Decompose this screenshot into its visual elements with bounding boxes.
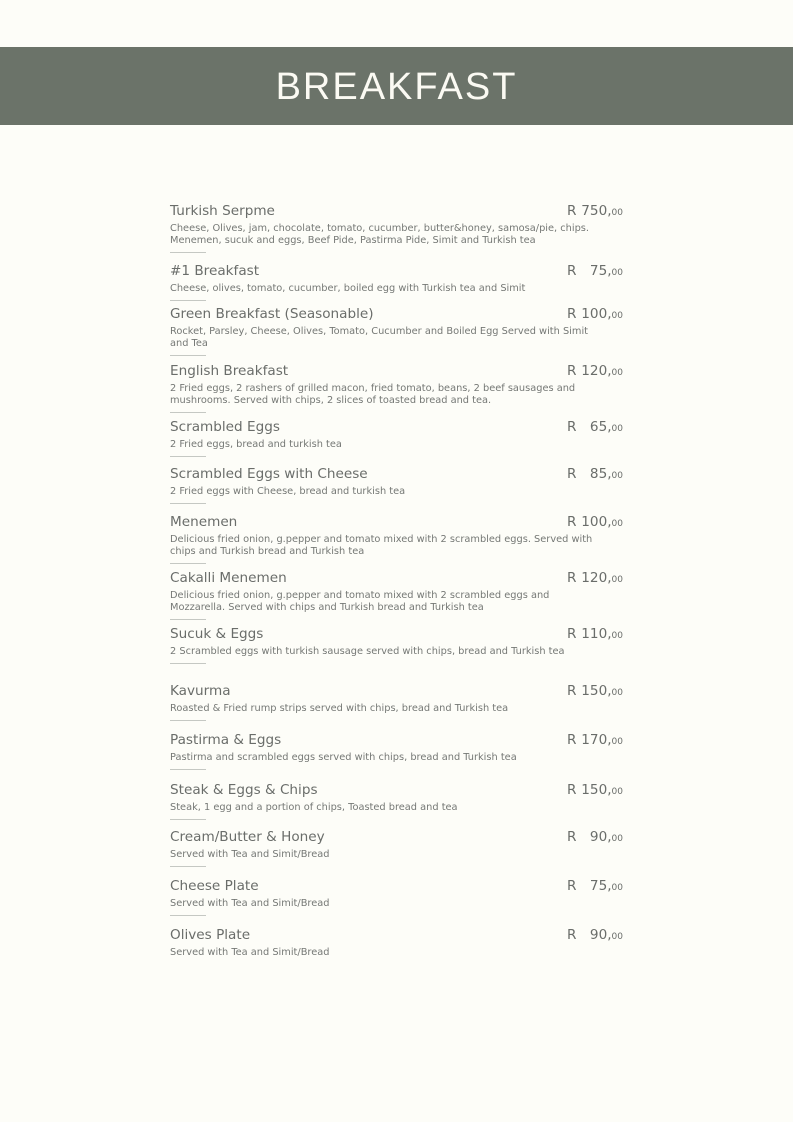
menu-item-description: Delicious fried onion, g.pepper and tomato mixed with 2 scrambled eggs. Served with chips and Turkish bread and Turkish tea (170, 534, 593, 557)
menu-item-price (567, 261, 623, 282)
item-divider (170, 819, 206, 820)
price-cents: 00 (611, 688, 623, 698)
menu-item-price (567, 304, 623, 325)
menu-item-name: Cheese Plate (170, 878, 259, 894)
price-amount: 150, (581, 782, 612, 798)
menu-item-description: Delicious fried onion, g.pepper and tomato mixed with 2 scrambled eggs and Mozzarella. Served with chips and Turkish bread and Turkish tea (170, 590, 550, 613)
menu-item-name: Olives Plate (170, 927, 251, 943)
price-currency: R (567, 419, 577, 435)
menu-item-price (567, 201, 623, 222)
price-currency: R (567, 626, 577, 642)
price-amount: 110, (581, 626, 612, 642)
menu-item-header (170, 876, 623, 897)
menu-item-price (567, 827, 623, 848)
price-currency: R (567, 263, 577, 279)
menu-item-price (567, 780, 623, 801)
menu-item-price (567, 464, 623, 485)
menu-item-header (170, 780, 623, 801)
menu-item-price (567, 681, 623, 702)
menu-item-name: Kavurma (170, 683, 231, 699)
menu-item-description: 2 Scrambled eggs with turkish sausage served with chips, bread and Turkish tea (170, 646, 565, 657)
menu-item-price (567, 876, 623, 897)
menu-item (170, 261, 623, 301)
price-currency: R (567, 466, 577, 482)
price-cents: 00 (611, 268, 623, 278)
header-banner (0, 47, 793, 125)
menu-item-name: Steak & Eggs & Chips (170, 782, 318, 798)
price-cents: 00 (611, 471, 623, 481)
price-amount: 750, (581, 203, 612, 219)
price-cents: 00 (611, 834, 623, 844)
item-divider (170, 503, 206, 504)
menu-item-description: Cheese, olives, tomato, cucumber, boiled egg with Turkish tea and Simit (170, 283, 526, 294)
menu-item-name: Scrambled Eggs with Cheese (170, 466, 368, 482)
menu-item-header (170, 730, 623, 751)
menu-item-name: Scrambled Eggs (170, 419, 280, 435)
menu-item-description: Cheese, Olives, jam, chocolate, tomato, cucumber, butter&honey, samosa/pie, chips. Menemen, sucuk and eggs, Beef Pide, Pastirma Pide, Simit and Turkish tea (170, 223, 590, 246)
price-amount: 90, (589, 829, 612, 845)
menu-item-description: Served with Tea and Simit/Bread (170, 849, 330, 860)
menu-item-header (170, 568, 623, 589)
item-divider (170, 563, 206, 564)
price-cents: 00 (611, 737, 623, 747)
price-amount: 90, (589, 927, 612, 943)
menu-item-name: Cream/Butter & Honey (170, 829, 325, 845)
item-divider (170, 915, 206, 916)
menu-item-price (567, 512, 623, 533)
menu-item (170, 624, 623, 664)
menu-item-price (567, 417, 623, 438)
price-currency: R (567, 203, 577, 219)
menu-item-name: Turkish Serpme (170, 203, 275, 219)
menu-item-description: Roasted & Fried rump strips served with chips, bread and Turkish tea (170, 703, 509, 714)
menu-item-name: Green Breakfast (Seasonable) (170, 306, 374, 322)
item-divider (170, 720, 206, 721)
price-currency: R (567, 514, 577, 530)
menu-item-name: Cakalli Menemen (170, 570, 287, 586)
price-cents: 00 (611, 631, 623, 641)
menu-item-header (170, 304, 623, 325)
price-amount: 120, (581, 570, 612, 586)
price-amount: 85, (589, 466, 612, 482)
menu-item-description: Rocket, Parsley, Cheese, Olives, Tomato, Cucumber and Boiled Egg Served with Simit and Tea (170, 326, 589, 349)
price-cents: 00 (611, 883, 623, 893)
menu-item-header (170, 361, 623, 382)
price-amount: 170, (581, 732, 612, 748)
menu-item (170, 780, 623, 820)
menu-item (170, 464, 623, 504)
menu-item-description: 2 Fried eggs, 2 rashers of grilled macon, fried tomato, beans, 2 beef sausages and mushrooms. Served with chips, 2 slices of toasted bread and tea. (170, 383, 576, 406)
price-currency: R (567, 570, 577, 586)
price-currency: R (567, 363, 577, 379)
price-cents: 00 (611, 424, 623, 434)
price-amount: 120, (581, 363, 612, 379)
menu-item-description: Steak, 1 egg and a portion of chips, Toasted bread and tea (170, 802, 458, 813)
price-cents: 00 (611, 368, 623, 378)
item-divider (170, 769, 206, 770)
item-divider (170, 355, 206, 356)
menu-item-description: 2 Fried eggs, bread and turkish tea (170, 439, 342, 450)
menu-item-header (170, 261, 623, 282)
menu-item-header (170, 827, 623, 848)
menu-item-price (567, 925, 623, 946)
menu-item-header (170, 417, 623, 438)
price-currency: R (567, 878, 577, 894)
price-amount: 75, (589, 263, 612, 279)
menu-item-price (567, 624, 623, 645)
price-amount: 100, (581, 514, 612, 530)
menu-item-header (170, 464, 623, 485)
menu-item-name: Menemen (170, 514, 238, 530)
menu-item-price (567, 361, 623, 382)
menu-item (170, 361, 623, 413)
menu-item (170, 827, 623, 867)
menu-item (170, 201, 623, 253)
item-divider (170, 412, 206, 413)
menu-item-description: Pastirma and scrambled eggs served with chips, bread and Turkish tea (170, 752, 517, 763)
menu-item-header (170, 624, 623, 645)
menu-item-header (170, 201, 623, 222)
menu-item-price (567, 568, 623, 589)
menu-item-header (170, 512, 623, 533)
item-divider (170, 456, 206, 457)
price-cents: 00 (611, 575, 623, 585)
item-divider (170, 866, 206, 867)
menu-item-name: English Breakfast (170, 363, 289, 379)
price-currency: R (567, 782, 577, 798)
menu-item (170, 512, 623, 564)
price-currency: R (567, 732, 577, 748)
item-divider (170, 252, 206, 253)
item-divider (170, 619, 206, 620)
price-cents: 00 (611, 208, 623, 218)
menu-item-description: 2 Fried eggs with Cheese, bread and turkish tea (170, 486, 406, 497)
price-amount: 65, (589, 419, 612, 435)
menu-item (170, 925, 623, 959)
menu-item-description: Served with Tea and Simit/Bread (170, 898, 330, 909)
menu-item (170, 681, 623, 721)
price-cents: 00 (611, 932, 623, 942)
menu-item-name: Pastirma & Eggs (170, 732, 282, 748)
item-divider (170, 300, 206, 301)
menu-item-header (170, 925, 623, 946)
menu-item (170, 730, 623, 770)
menu-item-header (170, 681, 623, 702)
menu-item-name: Sucuk & Eggs (170, 626, 264, 642)
menu-item-price (567, 730, 623, 751)
price-amount: 100, (581, 306, 612, 322)
menu-item-name: #1 Breakfast (170, 263, 260, 279)
menu-item (170, 417, 623, 457)
price-currency: R (567, 683, 577, 699)
price-currency: R (567, 306, 577, 322)
page-title: BREAKFAST (275, 66, 518, 108)
item-divider (170, 663, 206, 664)
menu-item-description: Served with Tea and Simit/Bread (170, 947, 330, 958)
menu-item (170, 304, 623, 356)
menu-item (170, 876, 623, 916)
price-amount: 75, (589, 878, 612, 894)
price-currency: R (567, 829, 577, 845)
price-cents: 00 (611, 311, 623, 321)
price-amount: 150, (581, 683, 612, 699)
price-cents: 00 (611, 519, 623, 529)
menu-item (170, 568, 623, 620)
price-currency: R (567, 927, 577, 943)
price-cents: 00 (611, 787, 623, 797)
